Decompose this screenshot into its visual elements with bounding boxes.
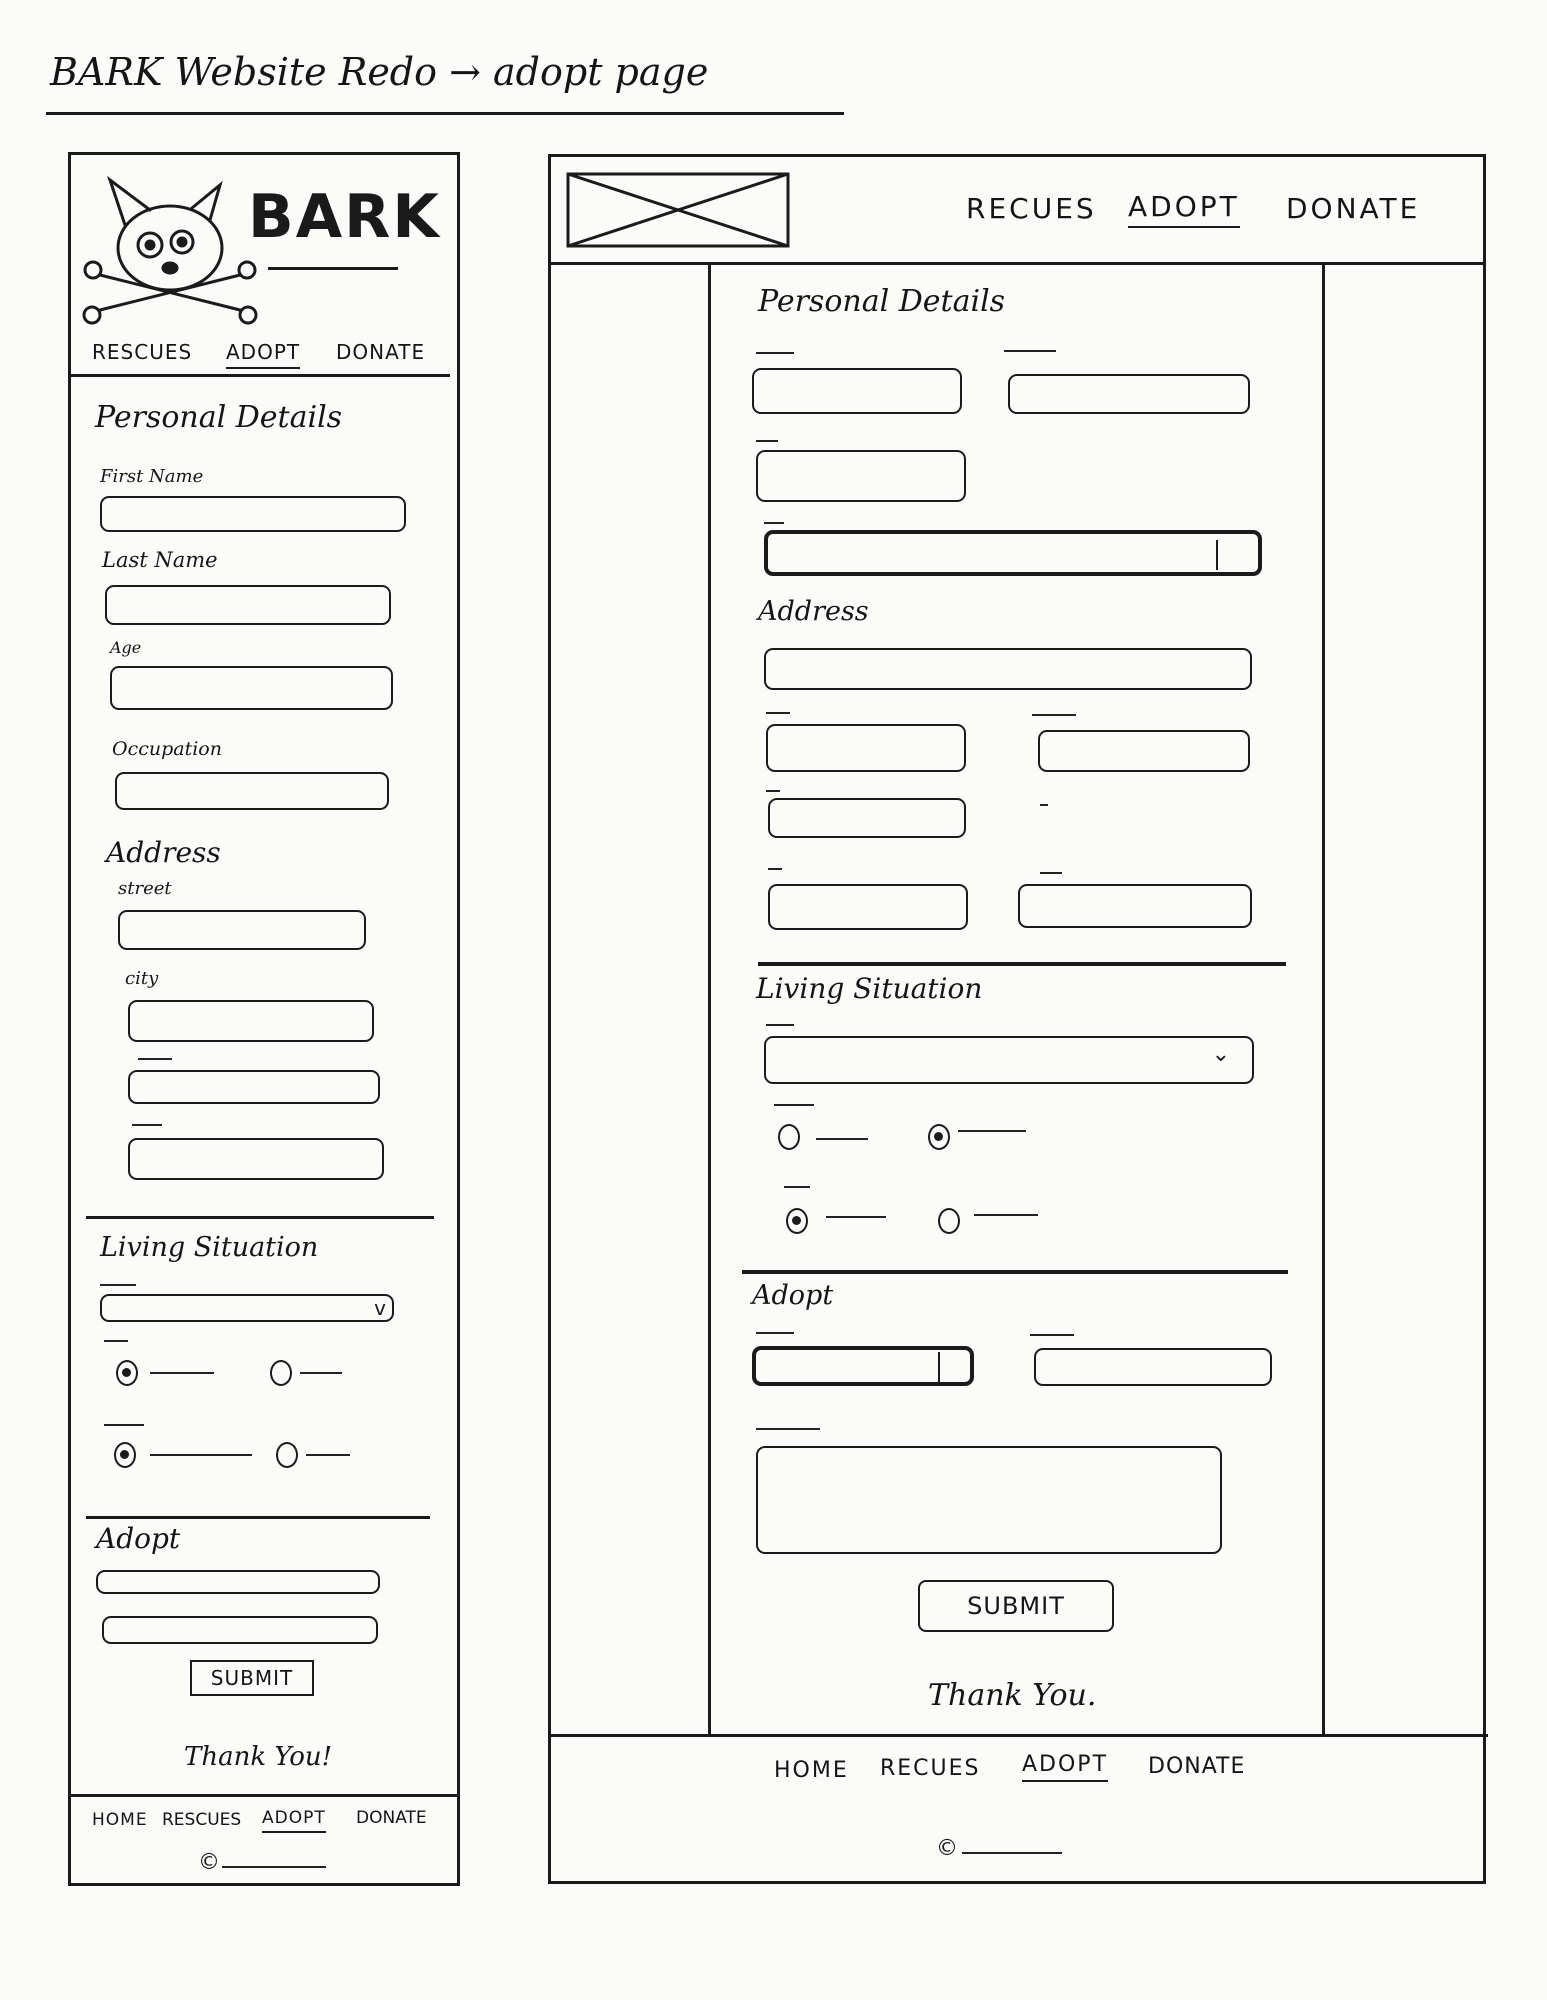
mobile-personal-heading: Personal Details (95, 400, 343, 435)
desktop-field-label-placeholder (756, 352, 794, 354)
desktop-field-label-placeholder (766, 1024, 794, 1026)
mobile-address-heading: Address (106, 836, 221, 869)
mobile-adopt-heading: Adopt (96, 1522, 181, 1555)
mobile-radio-option[interactable] (116, 1360, 138, 1386)
brand-name: BARK (248, 182, 441, 252)
desktop-first-name-input[interactable] (752, 368, 962, 414)
chevron-down-icon: ⌄ (1211, 1042, 1230, 1067)
desktop-radio-option-label (958, 1130, 1026, 1132)
mobile-copyright-line (222, 1866, 326, 1868)
mobile-occupation-input[interactable] (115, 772, 389, 810)
desktop-content-right-border (1322, 264, 1325, 1734)
desktop-field-label-placeholder (756, 1332, 794, 1334)
mobile-first-name-input[interactable] (100, 496, 406, 532)
desktop-field-label-placeholder (1040, 872, 1062, 874)
desktop-city-input[interactable] (766, 724, 966, 772)
desktop-footer-divider (548, 1734, 1488, 1737)
mobile-field-label-placeholder (104, 1340, 128, 1342)
mobile-field-label-placeholder (100, 1284, 136, 1286)
mobile-radio-option-label (300, 1372, 342, 1374)
desktop-address-heading: Address (758, 596, 869, 627)
mobile-footer-rescues[interactable]: RESCUES (162, 1810, 242, 1830)
desktop-address-input-6[interactable] (1018, 884, 1252, 928)
mobile-nav-adopt[interactable]: ADOPT (226, 340, 300, 369)
desktop-field-label-placeholder (774, 1104, 814, 1106)
desktop-copyright-line (962, 1852, 1062, 1854)
title-underline (46, 112, 844, 115)
mobile-radio-option-label (306, 1454, 350, 1456)
desktop-field-label-placeholder (1030, 1334, 1074, 1336)
desktop-footer-home[interactable]: HOME (774, 1758, 849, 1783)
desktop-footer-donate[interactable]: DONATE (1148, 1754, 1246, 1779)
mobile-city-input[interactable] (128, 1000, 374, 1042)
mobile-nav-donate[interactable]: DONATE (336, 340, 426, 364)
desktop-field-label-placeholder (784, 1186, 810, 1188)
desktop-personal-heading: Personal Details (758, 284, 1006, 319)
mobile-address-input-3[interactable] (128, 1070, 380, 1104)
desktop-field-label-placeholder (1004, 350, 1056, 352)
mobile-radio-option-label (150, 1372, 214, 1374)
mobile-radio-option[interactable] (270, 1360, 292, 1386)
mobile-address-input-4[interactable] (128, 1138, 384, 1180)
desktop-copyright-icon: © (936, 1836, 958, 1861)
mobile-radio-option-label (150, 1454, 252, 1456)
mobile-adopt-input-2[interactable] (102, 1616, 378, 1644)
mobile-footer-home[interactable]: HOME (92, 1810, 148, 1830)
desktop-radio-option[interactable] (938, 1208, 960, 1234)
desktop-header-divider (548, 262, 1486, 265)
desktop-field-label-placeholder (756, 1428, 820, 1430)
mobile-first-name-label: First Name (100, 466, 204, 487)
desktop-footer-rescues[interactable]: RECUES (880, 1756, 981, 1781)
desktop-section-divider (758, 962, 1286, 966)
desktop-radio-option[interactable] (786, 1208, 808, 1234)
desktop-submit-button[interactable]: SUBMIT (918, 1580, 1114, 1632)
desktop-section-divider (742, 1270, 1288, 1274)
desktop-radio-option[interactable] (928, 1124, 950, 1150)
mobile-footer-donate[interactable]: DONATE (356, 1808, 427, 1828)
desktop-radio-option-label (974, 1214, 1038, 1216)
mobile-section-divider (86, 1516, 430, 1519)
desktop-footer-adopt[interactable]: ADOPT (1022, 1752, 1108, 1782)
mobile-living-select[interactable] (100, 1294, 394, 1322)
desktop-nav-donate[interactable]: DONATE (1286, 192, 1421, 225)
desktop-living-select[interactable] (764, 1036, 1254, 1084)
desktop-age-input[interactable] (756, 450, 966, 502)
desktop-address-input-5[interactable] (768, 884, 968, 930)
desktop-content-left-border (708, 264, 711, 1734)
input-end-marker (1216, 540, 1218, 570)
mobile-last-name-label: Last Name (102, 548, 218, 572)
mobile-age-label: Age (110, 638, 142, 657)
sketch-title: BARK Website Redo → adopt page (50, 50, 709, 94)
logo-placeholder-icon (566, 172, 790, 248)
dog-logo-icon (80, 170, 260, 330)
desktop-street-input[interactable] (764, 648, 1252, 690)
desktop-field-label-placeholder (766, 712, 790, 714)
mobile-header-divider (70, 374, 450, 377)
desktop-living-heading: Living Situation (756, 972, 983, 1005)
desktop-adopt-input-2[interactable] (1034, 1348, 1272, 1386)
desktop-adopt-textarea[interactable] (756, 1446, 1222, 1554)
chevron-down-icon: v (374, 1296, 386, 1320)
desktop-field-label-placeholder (764, 522, 784, 524)
desktop-last-name-input[interactable] (1008, 374, 1250, 414)
mobile-last-name-input[interactable] (105, 585, 391, 625)
mobile-footer-divider (70, 1794, 458, 1797)
mobile-occupation-label: Occupation (112, 738, 222, 760)
mobile-adopt-input-1[interactable] (96, 1570, 380, 1594)
mobile-field-label-placeholder (132, 1124, 162, 1126)
desktop-field-label-placeholder (1040, 804, 1048, 806)
mobile-radio-option[interactable] (276, 1442, 298, 1468)
desktop-field-label-placeholder (1032, 714, 1076, 716)
mobile-radio-option[interactable] (114, 1442, 136, 1468)
mobile-nav-rescues[interactable]: RESCUES (92, 340, 193, 364)
desktop-nav-adopt[interactable]: ADOPT (1128, 190, 1240, 228)
mobile-city-label: city (125, 968, 159, 989)
brand-underline (268, 267, 398, 270)
desktop-nav-rescues[interactable]: RECUES (966, 192, 1097, 225)
mobile-street-input[interactable] (118, 910, 366, 950)
mobile-submit-button[interactable]: SUBMIT (190, 1660, 314, 1696)
desktop-radio-option-label (816, 1138, 868, 1140)
mobile-field-label-placeholder (138, 1058, 172, 1060)
desktop-occupation-input[interactable] (764, 530, 1262, 576)
desktop-field-label-placeholder (768, 868, 782, 870)
desktop-field-label-placeholder (756, 440, 778, 442)
mobile-age-input[interactable] (110, 666, 393, 710)
desktop-radio-option[interactable] (778, 1124, 800, 1150)
desktop-state-input[interactable] (1038, 730, 1250, 772)
mobile-field-label-placeholder (104, 1424, 144, 1426)
desktop-adopt-heading: Adopt (752, 1280, 834, 1311)
mobile-thank-you: Thank You! (184, 1742, 333, 1772)
mobile-street-label: street (118, 878, 172, 899)
desktop-zip-input[interactable] (768, 798, 966, 838)
mobile-section-divider (86, 1216, 434, 1219)
mobile-living-heading: Living Situation (100, 1232, 319, 1263)
desktop-adopt-select-1[interactable] (752, 1346, 974, 1386)
mobile-footer-adopt[interactable]: ADOPT (262, 1808, 326, 1833)
mobile-copyright-icon: © (198, 1850, 220, 1875)
desktop-thank-you: Thank You. (928, 1678, 1097, 1713)
desktop-radio-option-label (826, 1216, 886, 1218)
input-end-marker (938, 1352, 940, 1384)
desktop-field-label-placeholder (766, 790, 780, 792)
